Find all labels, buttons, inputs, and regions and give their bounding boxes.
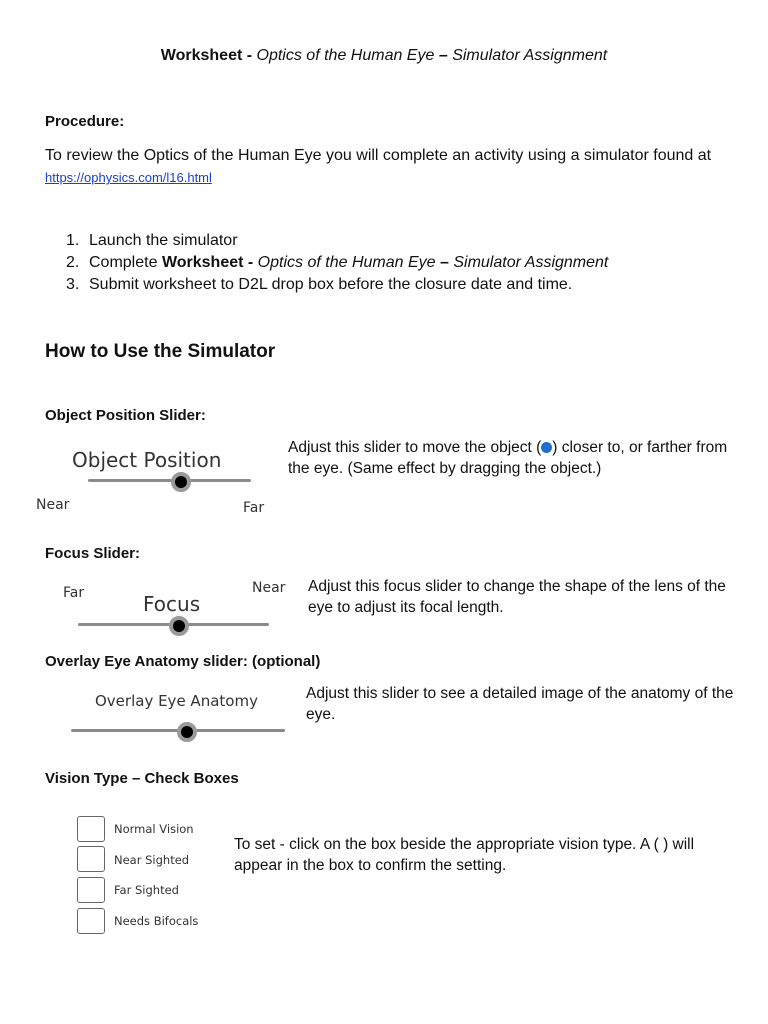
worksheet-title: Worksheet - Optics of the Human Eye – Simulator Assignment bbox=[160, 47, 608, 64]
procedure-heading: Procedure: bbox=[45, 113, 125, 130]
step-item: 3. Submit worksheet to D2L drop box before the closure date and time. bbox=[66, 276, 573, 293]
normal-vision-label: Normal Vision bbox=[114, 822, 194, 836]
object-slider-knob[interactable] bbox=[171, 472, 191, 492]
focus-slider-description: Adjust this focus slider to change the shape of the lens of the eye to adjust its focal length. bbox=[308, 578, 726, 616]
near-sighted-label: Near Sighted bbox=[114, 853, 190, 867]
needs-bifocals-checkbox[interactable] bbox=[77, 908, 105, 934]
focus-slider-far-label: Far bbox=[63, 585, 85, 601]
object-slider-track[interactable] bbox=[88, 479, 251, 482]
near-sighted-checkbox[interactable] bbox=[77, 846, 105, 872]
object-slider-far-label: Far bbox=[243, 500, 265, 516]
far-sighted-checkbox[interactable] bbox=[77, 877, 105, 903]
focus-slider-label: Focus bbox=[143, 592, 201, 616]
procedure-steps bbox=[66, 230, 608, 296]
overlay-slider-heading: Overlay Eye Anatomy slider: (optional) bbox=[45, 653, 321, 670]
far-sighted-label: Far Sighted bbox=[114, 883, 179, 897]
focus-slider-near-label: Near bbox=[252, 580, 286, 596]
procedure-intro: To review the Optics of the Human Eye you will complete an activity using a simulator found at https://ophysics.com/l16.html bbox=[45, 147, 712, 185]
object-slider-label: Object Position bbox=[72, 448, 222, 472]
simulator-link[interactable]: https://ophysics.com/l16.html bbox=[45, 170, 212, 185]
step-item: 2. Complete Worksheet - Optics of the Human Eye – Simulator Assignment bbox=[66, 254, 609, 271]
overlay-slider-label: Overlay Eye Anatomy bbox=[95, 692, 258, 710]
needs-bifocals-label: Needs Bifocals bbox=[114, 914, 199, 928]
object-slider-near-label: Near bbox=[36, 497, 70, 513]
vision-type-heading: Vision Type – Check Boxes bbox=[45, 770, 239, 787]
focus-slider-knob[interactable] bbox=[169, 616, 189, 636]
object-dot-icon bbox=[541, 442, 552, 453]
overlay-slider-knob[interactable] bbox=[177, 722, 197, 742]
object-slider-heading: Object Position Slider: bbox=[45, 407, 206, 424]
overlay-slider-description: Adjust this slider to see a detailed image of the anatomy of the eye. bbox=[306, 685, 734, 723]
how-to-heading: How to Use the Simulator bbox=[45, 341, 276, 362]
vision-type-description: To set - click on the box beside the appropriate vision type. A ( ) will appear in the box to confirm the setting. bbox=[234, 836, 695, 874]
step-item: 1. Launch the simulator bbox=[66, 232, 238, 249]
object-slider-description: Adjust this slider to move the object ( ) closer to, or farther from the eye. (Same effect by dragging the object.) bbox=[288, 439, 728, 477]
focus-slider-heading: Focus Slider: bbox=[45, 545, 141, 562]
normal-vision-checkbox[interactable] bbox=[77, 816, 105, 842]
